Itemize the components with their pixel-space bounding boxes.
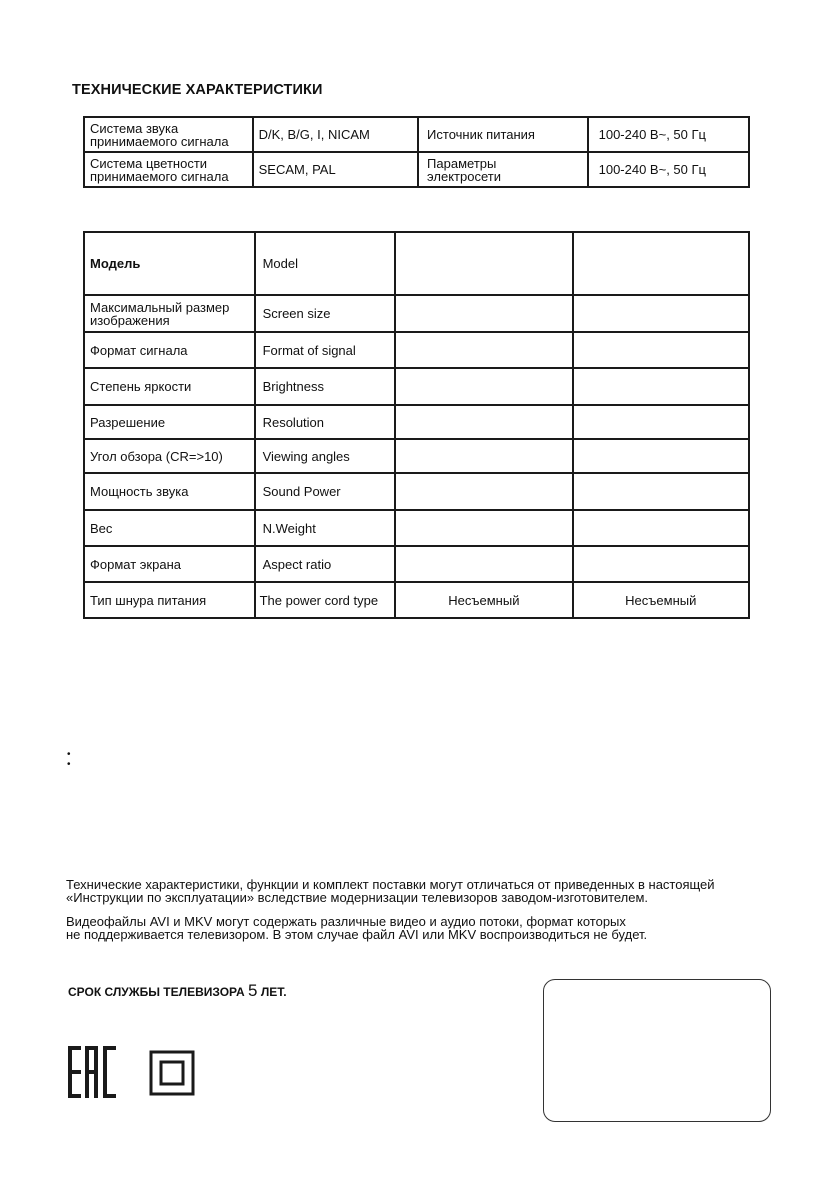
table-cell: Формат экрана [84,546,255,582]
table-cell: Степень яркости [84,368,255,405]
table-cell [573,510,749,546]
page-title: ТЕХНИЧЕСКИЕ ХАРАКТЕРИСТИКИ [72,82,323,98]
table-cell [395,368,572,405]
table-cell [395,473,572,510]
video-format-note: Видеофайлы AVI и MKV могут содержать различные видео и аудио потоки, формат которых не поддерживается телевизором. В этом случае файл AVI или MKV воспроизводиться не будет. [66,914,648,942]
table-cell: Несъемный [573,582,749,618]
table-cell: Resolution [255,405,396,439]
bullet: • [67,749,71,760]
service-life-suffix: ЛЕТ. [260,985,287,999]
seller-stamp-box [543,979,771,1122]
disclaimer-text: Технические характеристики, функции и комплект поставки могут отличаться от приведенных в настоящей «Инструкции по эксплуатации» вследствие модернизации телевизоров заводом-изготовителем. [66,877,715,905]
table-row [84,510,749,546]
table-cell: Model [255,232,396,295]
table-row [84,152,749,187]
table-cell: Несъемный [395,582,572,618]
table-row [84,117,749,152]
table-cell: Модель [84,232,255,295]
table-cell: D/K, B/G, I, NICAM [253,117,418,152]
spec-table [83,231,750,619]
table-cell: Система звука принимаемого сигнала [84,117,253,152]
table-cell: Format of signal [255,332,396,368]
table-row [84,582,749,618]
table-cell: Источник питания [418,117,588,152]
table-cell [573,232,749,295]
table-cell: 100-240 В~, 50 Гц [588,152,749,187]
table-cell [395,546,572,582]
table-cell: N.Weight [255,510,396,546]
bullet: • [67,759,71,770]
table-row [84,405,749,439]
table-cell: Система цветности принимаемого сигнала [84,152,253,187]
table-row [84,439,749,473]
service-life-years: 5 [248,981,258,1000]
table-row [84,473,749,510]
eac-mark-icon [68,1046,120,1103]
table-cell [573,439,749,473]
table-cell: Screen size [255,295,396,332]
table-cell [573,546,749,582]
table-cell [395,405,572,439]
table-cell [573,473,749,510]
table-cell: Aspect ratio [255,546,396,582]
table-cell: 100-240 В~, 50 Гц [588,117,749,152]
table-cell [573,368,749,405]
table-cell: Вес [84,510,255,546]
table-cell: Sound Power [255,473,396,510]
table-cell [573,332,749,368]
table-cell: The power cord type [255,582,396,618]
service-life [68,981,287,1001]
table-cell [395,295,572,332]
table-cell: Угол обзора (CR=>10) [84,439,255,473]
table-cell [395,439,572,473]
table-cell: SECAM, PAL [253,152,418,187]
table-row [84,232,749,295]
bullet-list [67,750,71,770]
table-row [84,368,749,405]
table-cell: Максимальный размер изображения [84,295,255,332]
table-cell: Brightness [255,368,396,405]
table-cell: Разрешение [84,405,255,439]
table-row [84,295,749,332]
table-cell: Параметры электросети [418,152,588,187]
power-signal-table [83,116,750,188]
table-row [84,546,749,582]
table-cell [573,295,749,332]
table-cell [395,510,572,546]
table-cell [395,332,572,368]
table-cell: Мощность звука [84,473,255,510]
table-cell: Формат сигнала [84,332,255,368]
table-cell [395,232,572,295]
table-cell: Тип шнура питания [84,582,255,618]
service-life-prefix: СРОК СЛУЖБЫ ТЕЛЕВИЗОРА [68,985,245,999]
table-row [84,332,749,368]
double-insulation-icon [149,1050,195,1101]
table-cell [573,405,749,439]
table-cell: Viewing angles [255,439,396,473]
